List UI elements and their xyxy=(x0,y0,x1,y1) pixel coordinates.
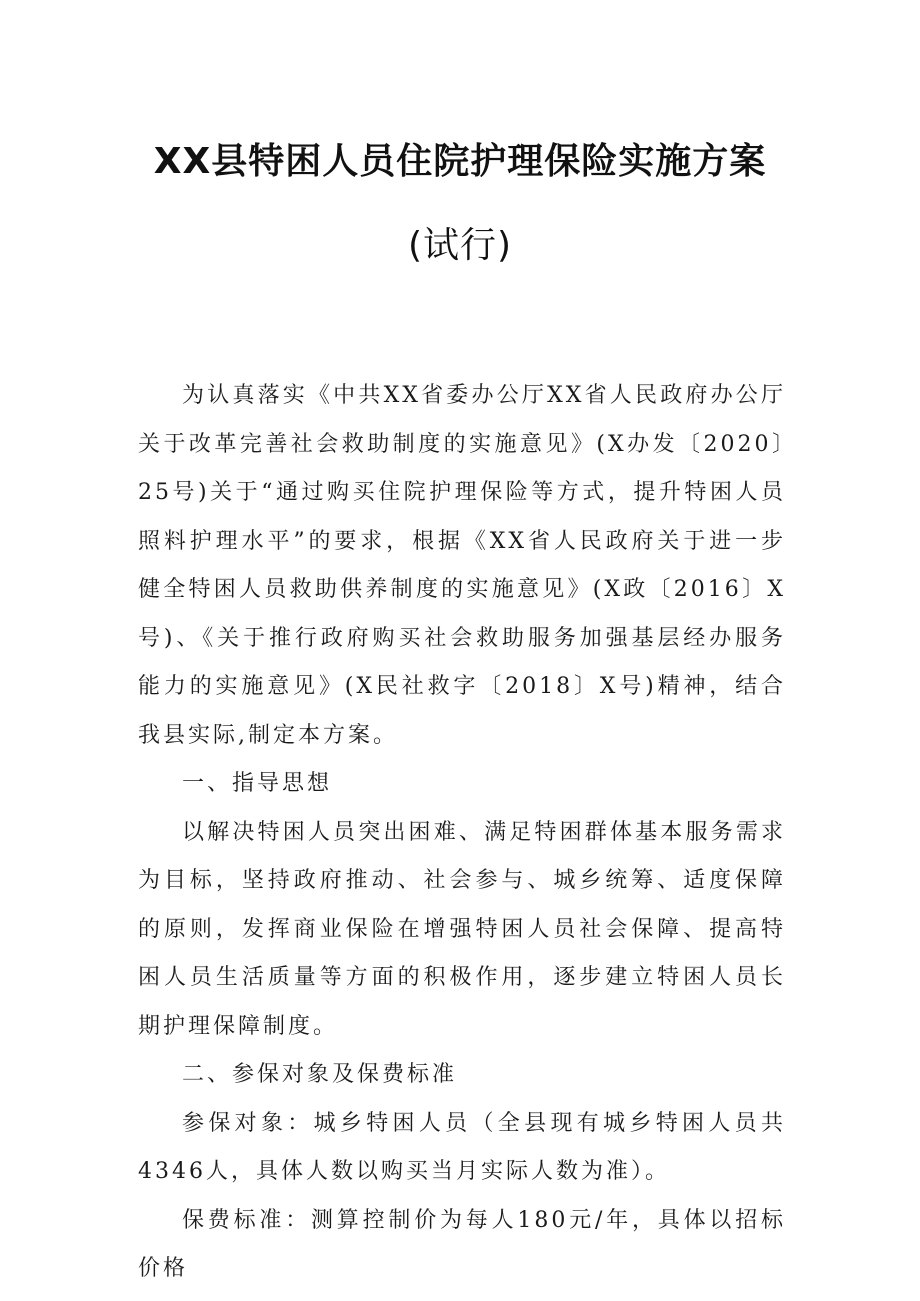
document-subtitle: (试行) xyxy=(407,225,513,266)
paragraph-intro: 为认真落实《中共XX省委办公厅XX省人民政府办公厅关于改革完善社会救助制度的实施意见》(X办发〔2020〕25号)关于“通过购买住院护理保险等方式，提升特困人员照料护理水平”的要求，根据《XX省人民政府关于进一步健全特困人员救助供养制度的实施意见》(X政〔2016〕X号)、《关于推行政府购买社会救助服务加强基层经办服务能力的实施意见》(X民社救字〔2018〕X号)精神，结合我县实际,制定本方案。 xyxy=(138,383,786,748)
section-heading-insured-and-premium: 二、参保对象及保费标准 xyxy=(182,1062,458,1087)
paragraph-guiding-ideology: 以解决特困人员突出困难、满足特困群体基本服务需求为目标，坚持政府推动、社会参与、城乡统筹、适度保障的原则，发挥商业保险在增强特困人员社会保障、提高特困人员生活质量等方面的积极作用，逐步建立特困人员长期护理保障制度。 xyxy=(138,819,786,1039)
paragraph-premium-standard: 保费标准：测算控制价为每人180元/年，具体以招标价格 xyxy=(138,1207,786,1281)
section-heading-guiding-ideology: 一、指导思想 xyxy=(182,771,333,796)
paragraph-insured-objects: 参保对象：城乡特困人员（全县现有城乡特困人员共4346人，具体人数以购买当月实际人数为准）。 xyxy=(138,1110,786,1184)
document-title: XX县特困人员住院护理保险实施方案 xyxy=(153,141,767,182)
document-body xyxy=(138,372,786,1294)
